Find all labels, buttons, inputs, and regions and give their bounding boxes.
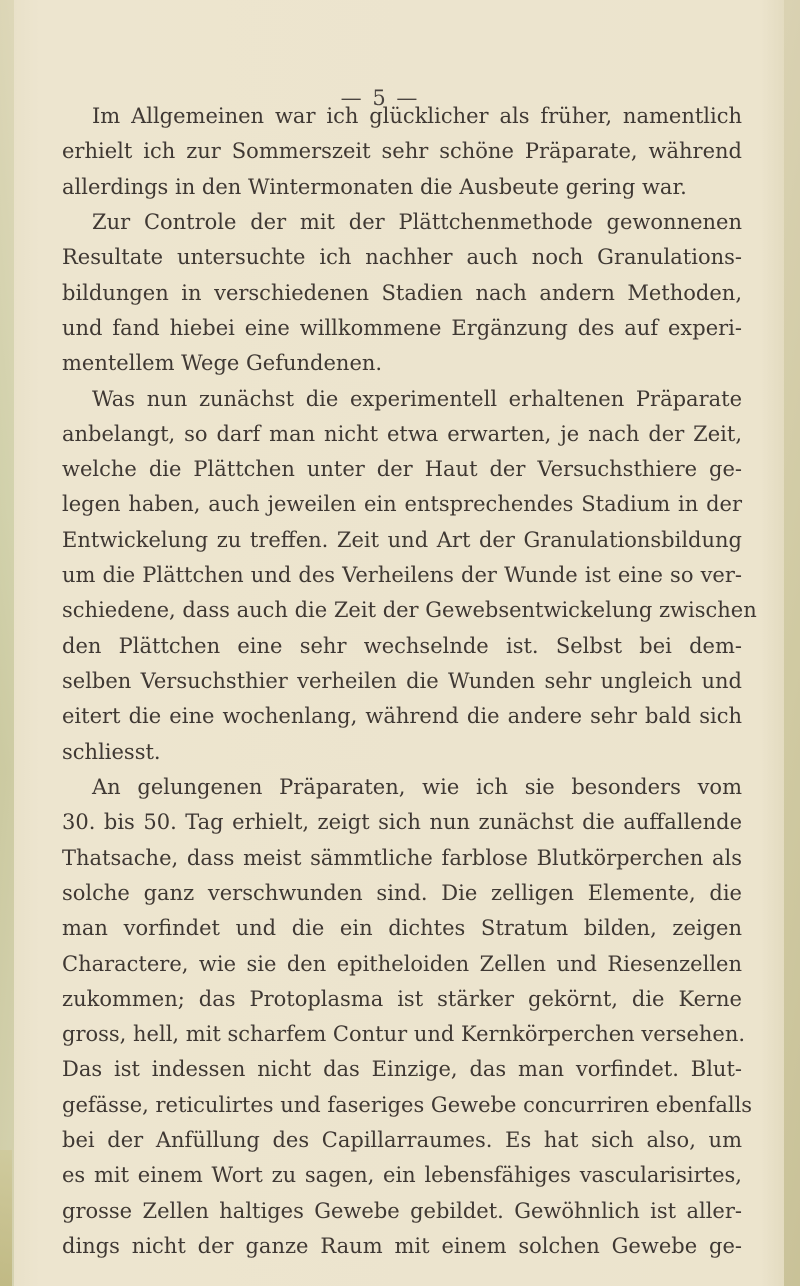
text-line: um die Plättchen und des Verheilens der Wunde ist eine so ver- <box>62 563 742 587</box>
text-line: den Plättchen eine sehr wechselnde ist. Selbst bei dem- <box>62 634 742 658</box>
text-line: es mit einem Wort zu sagen, ein lebensfähiges vascularisirtes, <box>62 1163 742 1187</box>
text-line: Entwickelung zu treffen. Zeit und Art der Granulationsbildung <box>62 528 742 552</box>
text-line: dings nicht der ganze Raum mit einem solchen Gewebe ge- <box>62 1234 742 1258</box>
text-line: erhielt ich zur Sommerszeit sehr schöne Präparate, während <box>62 139 742 163</box>
text-line: anbelangt, so darf man nicht etwa erwarten, je nach der Zeit, <box>62 422 742 446</box>
text-line: Im Allgemeinen war ich glücklicher als früher, namentlich <box>92 104 742 128</box>
text-line: eitert die eine wochenlang, während die andere sehr bald sich <box>62 704 742 728</box>
page-left-edge-shadow <box>0 1150 12 1286</box>
text-line: zukommen; das Protoplasma ist stärker gekörnt, die Kerne <box>62 987 742 1011</box>
text-line: bildungen in verschiedenen Stadien nach andern Methoden, <box>62 281 742 305</box>
text-line: Was nun zunächst die experimentell erhaltenen Präparate <box>92 387 742 411</box>
text-line: allerdings in den Wintermonaten die Ausbeute gering war. <box>62 175 687 199</box>
text-line: selben Versuchsthier verheilen die Wunden sehr ungleich und <box>62 669 742 693</box>
text-line: An gelungenen Präparaten, wie ich sie besonders vom <box>92 775 742 799</box>
page-right-edge <box>784 0 800 1286</box>
text-line: bei der Anfüllung des Capillarraumes. Es hat sich also, um <box>62 1128 742 1152</box>
text-line: Charactere, wie sie den epitheloiden Zellen und Riesenzellen <box>62 952 742 976</box>
text-line: Das ist indessen nicht das Einzige, das man vorfindet. Blut- <box>62 1057 742 1081</box>
text-line: man vorfindet und die ein dichtes Stratum bilden, zeigen <box>62 916 742 940</box>
text-line: Thatsache, dass meist sämmtliche farblose Blutkörperchen als <box>62 846 742 870</box>
page-number: — 5 — <box>340 86 420 110</box>
text-line: schliesst. <box>62 740 161 764</box>
text-line: Zur Controle der mit der Plättchenmethode gewonnenen <box>92 210 742 234</box>
text-line: 30. bis 50. Tag erhielt, zeigt sich nun zunächst die auffallende <box>62 810 742 834</box>
text-line: solche ganz verschwunden sind. Die zelligen Elemente, die <box>62 881 742 905</box>
text-line: grosse Zellen haltiges Gewebe gebildet. Gewöhnlich ist aller- <box>62 1199 742 1223</box>
text-line: und fand hiebei eine willkommene Ergänzung des auf experi- <box>62 316 742 340</box>
text-line: welche die Plättchen unter der Haut der Versuchsthiere ge- <box>62 457 742 481</box>
page-left-edge <box>0 0 14 1286</box>
text-line: gross, hell, mit scharfem Contur und Kernkörperchen versehen. <box>62 1022 746 1046</box>
text-line: schiedene, dass auch die Zeit der Gewebsentwickelung zwischen <box>62 598 757 622</box>
text-line: mentellem Wege Gefundenen. <box>62 351 383 375</box>
text-line: Resultate untersuchte ich nachher auch noch Granulations- <box>62 245 742 269</box>
text-line: gefässe, reticulirtes und faseriges Gewebe concurriren ebenfalls <box>62 1093 753 1117</box>
text-line: legen haben, auch jeweilen ein entsprechendes Stadium in der <box>62 492 742 516</box>
